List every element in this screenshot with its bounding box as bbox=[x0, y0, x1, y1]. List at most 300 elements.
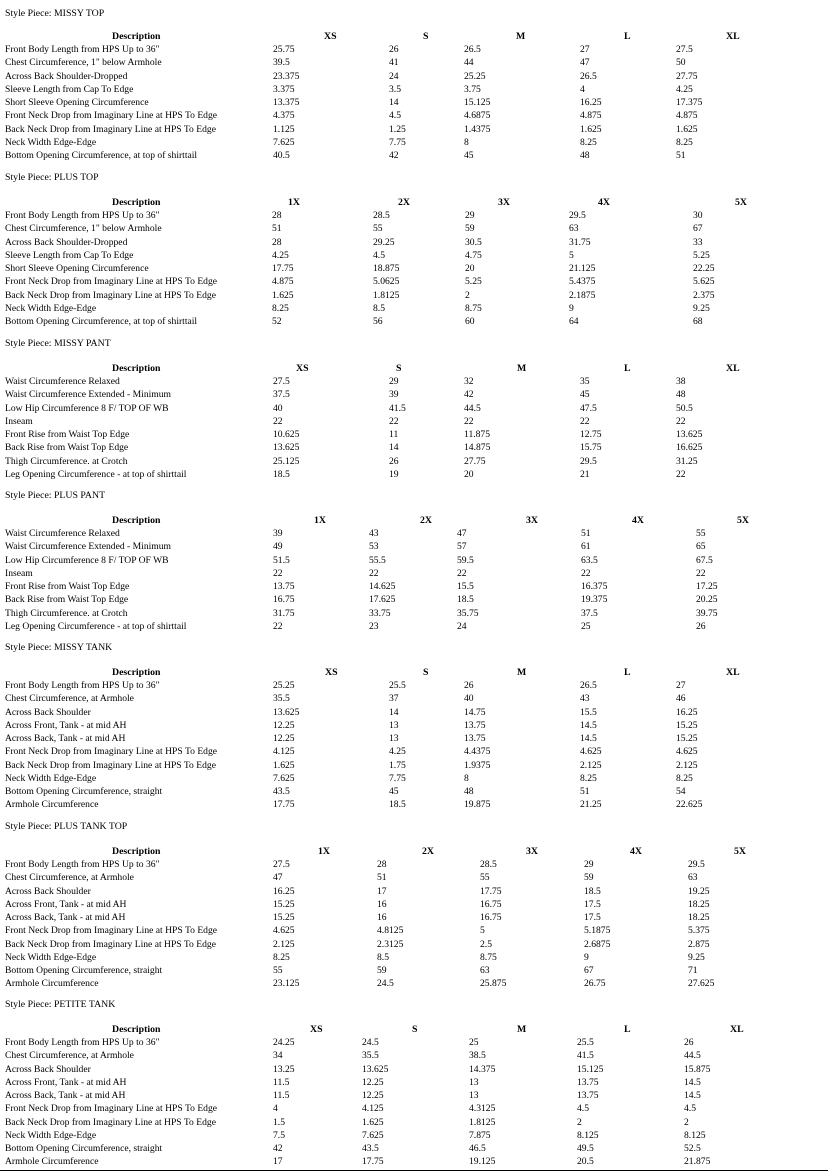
measurement-value: 8.75 bbox=[480, 951, 497, 963]
measurement-description: Short Sleeve Opening Circumference bbox=[5, 97, 149, 108]
style-piece-title: Style Piece: MISSY TOP bbox=[5, 8, 105, 19]
measurement-value: 20 bbox=[465, 263, 475, 274]
measurement-description: Front Rise from Waist Top Edge bbox=[5, 429, 130, 440]
measurement-description: Inseam bbox=[5, 415, 33, 427]
table-header-row bbox=[0, 845, 828, 858]
measurement-value: 7.75 bbox=[389, 772, 406, 784]
measurement-value: 2.375 bbox=[693, 289, 715, 301]
measurement-description: Bottom Opening Circumference, at top of shirttail bbox=[5, 150, 198, 161]
measurement-value: 15.25 bbox=[676, 719, 698, 731]
measurement-value: 26.75 bbox=[584, 978, 606, 990]
measurement-value: 44.5 bbox=[464, 402, 481, 414]
measurement-value: 50 bbox=[676, 57, 686, 69]
table-row bbox=[0, 83, 828, 96]
measurement-value: 8.125 bbox=[577, 1129, 599, 1141]
measurement-value: 8 bbox=[464, 136, 469, 148]
measurement-value: 15.125 bbox=[464, 97, 491, 108]
size-header: S bbox=[423, 667, 429, 678]
table-row bbox=[0, 798, 828, 811]
measurement-value: 16.625 bbox=[676, 442, 703, 454]
table-row bbox=[0, 315, 828, 328]
measurement-value: 43.5 bbox=[362, 1143, 379, 1154]
size-header: XS bbox=[325, 667, 338, 678]
measurement-value: 37.5 bbox=[581, 607, 598, 619]
table-row bbox=[0, 732, 828, 745]
size-header: 1X bbox=[288, 197, 300, 208]
measurement-value: 4.625 bbox=[273, 925, 295, 937]
measurement-value: 17 bbox=[273, 1156, 283, 1168]
measurement-value: 18.875 bbox=[373, 263, 400, 274]
measurement-value: 13 bbox=[389, 733, 399, 744]
measurement-value: 55.5 bbox=[369, 554, 386, 566]
measurement-value: 67 bbox=[584, 965, 594, 976]
measurement-value: 35.5 bbox=[273, 693, 290, 705]
measurement-value: 18.5 bbox=[584, 885, 601, 897]
table-row bbox=[0, 898, 828, 911]
measurement-description: Across Back Shoulder bbox=[5, 706, 91, 718]
measurement-value: 13.625 bbox=[676, 429, 703, 440]
measurement-value: 63 bbox=[569, 223, 579, 235]
measurement-value: 20.25 bbox=[696, 594, 718, 606]
table-row bbox=[0, 540, 828, 553]
measurement-value: 8.25 bbox=[272, 302, 289, 314]
measurement-description: Chest Circumference, 1" below Armhole bbox=[5, 223, 162, 235]
measurement-description: Front Body Length from HPS Up to 36" bbox=[5, 859, 160, 870]
measurement-value: 17.5 bbox=[584, 898, 601, 910]
measurement-description: Across Back Shoulder-Dropped bbox=[5, 70, 128, 82]
measurement-value: 33.75 bbox=[369, 607, 391, 619]
measurement-value: 4.375 bbox=[273, 110, 295, 122]
measurement-value: 26 bbox=[464, 680, 474, 691]
table-row bbox=[0, 706, 828, 719]
measurement-value: 53 bbox=[369, 541, 379, 553]
size-header: 2X bbox=[398, 197, 410, 208]
table-row bbox=[0, 580, 828, 593]
table-row bbox=[0, 759, 828, 772]
table-row bbox=[0, 388, 828, 401]
measurement-description: Neck Width Edge-Edge bbox=[5, 1129, 97, 1141]
measurement-value: 51.5 bbox=[273, 554, 290, 566]
measurement-value: 7.875 bbox=[469, 1129, 491, 1141]
measurement-value: 8.25 bbox=[676, 136, 693, 148]
measurement-value: 48 bbox=[580, 150, 590, 161]
measurement-value: 2 bbox=[465, 289, 470, 301]
size-header: XL bbox=[726, 31, 740, 42]
measurement-description: Waist Circumference Relaxed bbox=[5, 528, 120, 539]
measurement-value: 13.75 bbox=[464, 733, 486, 744]
measurement-value: 43 bbox=[369, 528, 379, 539]
measurement-value: 55 bbox=[373, 223, 383, 235]
table-row bbox=[0, 620, 828, 633]
measurement-value: 4.6875 bbox=[464, 110, 491, 122]
measurement-value: 17.375 bbox=[676, 97, 703, 108]
measurement-value: 22 bbox=[389, 415, 399, 427]
size-header: L bbox=[624, 31, 631, 42]
measurement-value: 13 bbox=[469, 1090, 479, 1101]
measurement-description: Back Neck Drop from Imaginary Line at HPS To Edge bbox=[5, 759, 216, 771]
measurement-description: Across Back, Tank - at mid AH bbox=[5, 1090, 126, 1101]
measurement-value: 45 bbox=[580, 389, 590, 401]
measurement-value: 29.5 bbox=[569, 210, 586, 221]
measurement-value: 71 bbox=[688, 965, 698, 976]
table-row bbox=[0, 1076, 828, 1089]
style-piece-title: Style Piece: PLUS TOP bbox=[5, 172, 99, 183]
measurement-value: 2.125 bbox=[273, 938, 295, 950]
measurement-value: 42 bbox=[389, 150, 399, 161]
measurement-value: 24 bbox=[457, 620, 467, 632]
measurement-description: Front Body Length from HPS Up to 36" bbox=[5, 210, 160, 221]
measurement-description: Front Rise from Waist Top Edge bbox=[5, 581, 130, 592]
measurement-value: 22 bbox=[696, 567, 706, 579]
measurement-value: 17.75 bbox=[480, 885, 502, 897]
measurement-description: Neck Width Edge-Edge bbox=[5, 772, 97, 784]
measurement-value: 4.3125 bbox=[469, 1103, 496, 1115]
measurement-value: 50.5 bbox=[676, 402, 693, 414]
size-header: 3X bbox=[526, 846, 538, 857]
measurement-value: 1.625 bbox=[272, 289, 294, 301]
measurement-value: 9.25 bbox=[688, 951, 705, 963]
table-row bbox=[0, 468, 828, 481]
measurement-value: 51 bbox=[581, 528, 591, 539]
measurement-value: 26 bbox=[684, 1037, 694, 1048]
measurement-description: Armhole Circumference bbox=[5, 978, 99, 990]
description-header: Description bbox=[112, 515, 161, 526]
size-header: M bbox=[517, 667, 527, 678]
measurement-value: 27 bbox=[676, 680, 686, 691]
size-header: 2X bbox=[420, 515, 432, 526]
measurement-value: 1.8125 bbox=[373, 289, 400, 301]
measurement-value: 13.625 bbox=[362, 1063, 389, 1075]
measurement-value: 4.25 bbox=[389, 746, 406, 758]
style-piece-title: Style Piece: PLUS PANT bbox=[5, 490, 106, 501]
description-header: Description bbox=[112, 363, 161, 374]
measurement-value: 12.25 bbox=[273, 733, 295, 744]
table-row bbox=[0, 1102, 828, 1115]
size-header: 1X bbox=[318, 846, 330, 857]
measurement-value: 16.375 bbox=[581, 581, 608, 592]
measurement-value: 1.25 bbox=[389, 123, 406, 135]
measurement-value: 25 bbox=[469, 1037, 479, 1048]
measurement-value: 59 bbox=[465, 223, 475, 235]
measurement-value: 12.25 bbox=[362, 1090, 384, 1101]
table-row bbox=[0, 964, 828, 977]
measurement-description: Thigh Circumference. at Crotch bbox=[5, 607, 128, 619]
measurement-value: 20 bbox=[464, 468, 474, 480]
measurement-value: 43.5 bbox=[273, 786, 290, 797]
table-row bbox=[0, 96, 828, 109]
measurement-description: Short Sleeve Opening Circumference bbox=[5, 263, 149, 274]
measurement-value: 18.5 bbox=[457, 594, 474, 606]
measurement-value: 12.25 bbox=[362, 1076, 384, 1088]
measurement-description: Bottom Opening Circumference, straight bbox=[5, 1143, 163, 1154]
measurement-value: 14 bbox=[389, 442, 399, 454]
measurement-value: 25.875 bbox=[480, 978, 507, 990]
measurement-value: 29.5 bbox=[580, 455, 597, 467]
table-row bbox=[0, 149, 828, 162]
measurement-value: 15.125 bbox=[577, 1063, 604, 1075]
measurement-value: 5.0625 bbox=[373, 276, 400, 288]
measurement-value: 38.5 bbox=[469, 1050, 486, 1062]
measurement-value: 47.5 bbox=[580, 402, 597, 414]
table-row bbox=[0, 871, 828, 884]
measurement-value: 14.5 bbox=[580, 733, 597, 744]
measurement-value: 35.5 bbox=[362, 1050, 379, 1062]
size-header: L bbox=[624, 363, 631, 374]
measurement-value: 5 bbox=[569, 249, 574, 261]
table-header-row bbox=[0, 196, 828, 209]
measurement-value: 4.125 bbox=[273, 746, 295, 758]
measurement-value: 16.25 bbox=[676, 706, 698, 718]
table-row bbox=[0, 402, 828, 415]
size-header: XS bbox=[310, 1024, 323, 1035]
measurement-value: 55 bbox=[480, 872, 490, 884]
measurement-value: 22 bbox=[457, 567, 467, 579]
table-row bbox=[0, 1155, 828, 1168]
size-header: 4X bbox=[632, 515, 644, 526]
measurement-value: 60 bbox=[465, 316, 475, 327]
table-row bbox=[0, 679, 828, 692]
measurement-value: 5 bbox=[480, 925, 485, 937]
measurement-value: 27.75 bbox=[464, 455, 486, 467]
measurement-value: 37 bbox=[389, 693, 399, 705]
measurement-description: Back Rise from Waist Top Edge bbox=[5, 442, 129, 454]
measurement-value: 1.5 bbox=[273, 1116, 285, 1128]
measurement-value: 2.3125 bbox=[377, 938, 404, 950]
measurement-value: 26 bbox=[696, 620, 706, 632]
measurement-value: 25.25 bbox=[273, 680, 295, 691]
measurement-description: Front Neck Drop from Imaginary Line at HPS To Edge bbox=[5, 110, 218, 122]
measurement-value: 12.75 bbox=[580, 429, 602, 440]
measurement-value: 4.25 bbox=[676, 83, 693, 95]
table-row bbox=[0, 375, 828, 388]
measurement-description: Front Neck Drop from Imaginary Line at HPS To Edge bbox=[5, 1103, 218, 1115]
measurement-value: 14.5 bbox=[580, 719, 597, 731]
measurement-value: 7.5 bbox=[273, 1129, 285, 1141]
measurement-value: 11.5 bbox=[273, 1076, 290, 1088]
size-header: XL bbox=[726, 667, 740, 678]
measurement-value: 22 bbox=[580, 415, 590, 427]
size-header: XS bbox=[296, 363, 309, 374]
measurement-value: 8 bbox=[464, 772, 469, 784]
measurement-value: 4.8125 bbox=[377, 925, 404, 937]
measurement-value: 22 bbox=[676, 415, 686, 427]
measurement-description: Bottom Opening Circumference, at top of shirttail bbox=[5, 316, 198, 327]
measurement-value: 38 bbox=[676, 376, 686, 387]
measurement-value: 4.5 bbox=[389, 110, 401, 122]
measurement-value: 14.5 bbox=[684, 1090, 701, 1101]
measurement-value: 31.25 bbox=[676, 455, 698, 467]
measurement-value: 2.1875 bbox=[569, 289, 596, 301]
measurement-value: 4.5 bbox=[577, 1103, 589, 1115]
measurement-value: 16.75 bbox=[480, 898, 502, 910]
measurement-value: 14.375 bbox=[469, 1063, 496, 1075]
measurement-value: 19.875 bbox=[464, 799, 491, 811]
measurement-value: 16.75 bbox=[273, 594, 295, 606]
measurement-value: 57 bbox=[457, 541, 467, 553]
measurement-value: 17.5 bbox=[584, 912, 601, 923]
measurement-value: 39.75 bbox=[696, 607, 718, 619]
table-row bbox=[0, 951, 828, 964]
measurement-value: 22 bbox=[273, 567, 283, 579]
measurement-value: 1.625 bbox=[273, 759, 295, 771]
table-row bbox=[0, 222, 828, 235]
measurement-value: 67.5 bbox=[696, 554, 713, 566]
table-row bbox=[0, 249, 828, 262]
measurement-value: 55 bbox=[696, 528, 706, 539]
measurement-value: 41 bbox=[389, 57, 399, 69]
measurement-value: 27.5 bbox=[273, 376, 290, 387]
size-header: 3X bbox=[498, 197, 510, 208]
measurement-description: Front Neck Drop from Imaginary Line at HPS To Edge bbox=[5, 276, 218, 288]
measurement-description: Front Neck Drop from Imaginary Line at HPS To Edge bbox=[5, 925, 218, 937]
measurement-value: 52.5 bbox=[684, 1143, 701, 1154]
table-row bbox=[0, 302, 828, 315]
measurement-value: 5.375 bbox=[688, 925, 710, 937]
measurement-value: 43 bbox=[580, 693, 590, 705]
measurement-value: 9 bbox=[584, 951, 589, 963]
measurement-value: 22 bbox=[581, 567, 591, 579]
measurement-description: Front Body Length from HPS Up to 36" bbox=[5, 680, 160, 691]
table-row bbox=[0, 785, 828, 798]
measurement-description: Chest Circumference, 1" below Armhole bbox=[5, 57, 162, 69]
measurement-value: 14.875 bbox=[464, 442, 491, 454]
measurement-value: 13.75 bbox=[577, 1076, 599, 1088]
measurement-value: 51 bbox=[580, 786, 590, 797]
measurement-value: 26.5 bbox=[464, 44, 481, 55]
table-row bbox=[0, 123, 828, 136]
measurement-description: Back Neck Drop from Imaginary Line at HPS To Edge bbox=[5, 938, 216, 950]
measurement-description: Across Back Shoulder-Dropped bbox=[5, 236, 128, 248]
measurement-value: 25.75 bbox=[273, 44, 295, 55]
table-row bbox=[0, 554, 828, 567]
measurement-value: 61 bbox=[581, 541, 591, 553]
measurement-description: Across Back Shoulder bbox=[5, 1063, 91, 1075]
measurement-value: 40 bbox=[464, 693, 474, 705]
measurement-value: 22 bbox=[676, 468, 686, 480]
measurement-value: 39 bbox=[273, 528, 283, 539]
measurement-value: 34 bbox=[273, 1050, 283, 1062]
measurement-value: 67 bbox=[693, 223, 703, 235]
measurement-value: 17.75 bbox=[273, 799, 295, 811]
measurement-description: Across Back, Tank - at mid AH bbox=[5, 912, 126, 923]
measurement-description: Back Neck Drop from Imaginary Line at HPS To Edge bbox=[5, 1116, 216, 1128]
table-row bbox=[0, 885, 828, 898]
table-row bbox=[0, 415, 828, 428]
measurement-value: 1.75 bbox=[389, 759, 406, 771]
measurement-value: 64 bbox=[569, 316, 579, 327]
measurement-value: 48 bbox=[464, 786, 474, 797]
size-header: M bbox=[516, 31, 526, 42]
measurement-value: 11.875 bbox=[464, 429, 491, 440]
measurement-value: 27.75 bbox=[676, 70, 698, 82]
table-row bbox=[0, 441, 828, 454]
size-header: S bbox=[412, 1024, 418, 1035]
measurement-value: 25.5 bbox=[577, 1037, 594, 1048]
style-piece-title: Style Piece: MISSY TANK bbox=[5, 642, 113, 653]
measurement-description: Across Back, Tank - at mid AH bbox=[5, 733, 126, 744]
measurement-value: 4.4375 bbox=[464, 746, 491, 758]
measurement-value: 63 bbox=[480, 965, 490, 976]
measurement-description: Front Neck Drop from Imaginary Line at HPS To Edge bbox=[5, 746, 218, 758]
size-header: 4X bbox=[598, 197, 610, 208]
measurement-value: 47 bbox=[580, 57, 590, 69]
measurement-value: 40.5 bbox=[273, 150, 290, 161]
measurement-value: 39.5 bbox=[273, 57, 290, 69]
table-header-row bbox=[0, 30, 828, 43]
size-header: XL bbox=[726, 363, 740, 374]
table-row bbox=[0, 56, 828, 69]
measurement-value: 25.125 bbox=[273, 455, 300, 467]
measurement-value: 44 bbox=[464, 57, 474, 69]
table-row bbox=[0, 858, 828, 871]
measurement-description: Low Hip Circumference 8 F/ TOP OF WB bbox=[5, 554, 169, 566]
measurement-value: 45 bbox=[389, 786, 399, 797]
measurement-value: 48 bbox=[676, 389, 686, 401]
measurement-value: 15.5 bbox=[580, 706, 597, 718]
size-header: L bbox=[624, 1024, 631, 1035]
measurement-value: 14.625 bbox=[369, 581, 396, 592]
measurement-value: 22 bbox=[273, 415, 283, 427]
measurement-value: 13 bbox=[469, 1076, 479, 1088]
measurement-description: Neck Width Edge-Edge bbox=[5, 136, 97, 148]
description-header: Description bbox=[112, 197, 161, 208]
table-row bbox=[0, 209, 828, 222]
measurement-value: 22 bbox=[464, 415, 474, 427]
measurement-value: 2.5 bbox=[480, 938, 492, 950]
measurement-value: 56 bbox=[373, 316, 383, 327]
measurement-value: 32 bbox=[464, 376, 474, 387]
measurement-value: 16.75 bbox=[480, 912, 502, 923]
measurement-value: 5.625 bbox=[693, 276, 715, 288]
measurement-value: 19 bbox=[389, 468, 399, 480]
measurement-value: 4.25 bbox=[272, 249, 289, 261]
measurement-value: 28 bbox=[272, 210, 282, 221]
measurement-value: 24 bbox=[389, 70, 399, 82]
measurement-value: 8.25 bbox=[580, 772, 597, 784]
measurement-description: Chest Circumference, at Armhole bbox=[5, 1050, 134, 1062]
measurement-value: 9 bbox=[569, 302, 574, 314]
measurement-value: 54 bbox=[676, 786, 686, 797]
description-header: Description bbox=[112, 846, 161, 857]
table-row bbox=[0, 136, 828, 149]
measurement-value: 8.5 bbox=[377, 951, 389, 963]
table-row bbox=[0, 719, 828, 732]
measurement-value: 51 bbox=[676, 150, 686, 161]
measurement-value: 13.75 bbox=[464, 719, 486, 731]
measurement-value: 46 bbox=[676, 693, 686, 705]
measurement-value: 68 bbox=[693, 316, 703, 327]
measurement-value: 55 bbox=[273, 965, 283, 976]
measurement-value: 25 bbox=[581, 620, 591, 632]
measurement-value: 4.625 bbox=[676, 746, 698, 758]
table-row bbox=[0, 428, 828, 441]
table-row bbox=[0, 911, 828, 924]
measurement-value: 35 bbox=[580, 376, 590, 387]
measurement-description: Waist Circumference Extended - Minimum bbox=[5, 541, 172, 553]
measurement-value: 10.625 bbox=[273, 429, 300, 440]
measurement-value: 15.875 bbox=[684, 1063, 711, 1075]
measurement-value: 13.375 bbox=[273, 97, 300, 108]
description-header: Description bbox=[112, 31, 161, 42]
measurement-value: 23 bbox=[369, 620, 379, 632]
measurement-value: 22 bbox=[273, 620, 283, 632]
measurement-value: 49 bbox=[273, 541, 283, 553]
measurement-value: 59 bbox=[584, 872, 594, 884]
measurement-value: 27.625 bbox=[688, 978, 715, 990]
measurement-value: 8.125 bbox=[684, 1129, 706, 1141]
measurement-description: Front Body Length from HPS Up to 36" bbox=[5, 44, 160, 55]
table-row bbox=[0, 236, 828, 249]
